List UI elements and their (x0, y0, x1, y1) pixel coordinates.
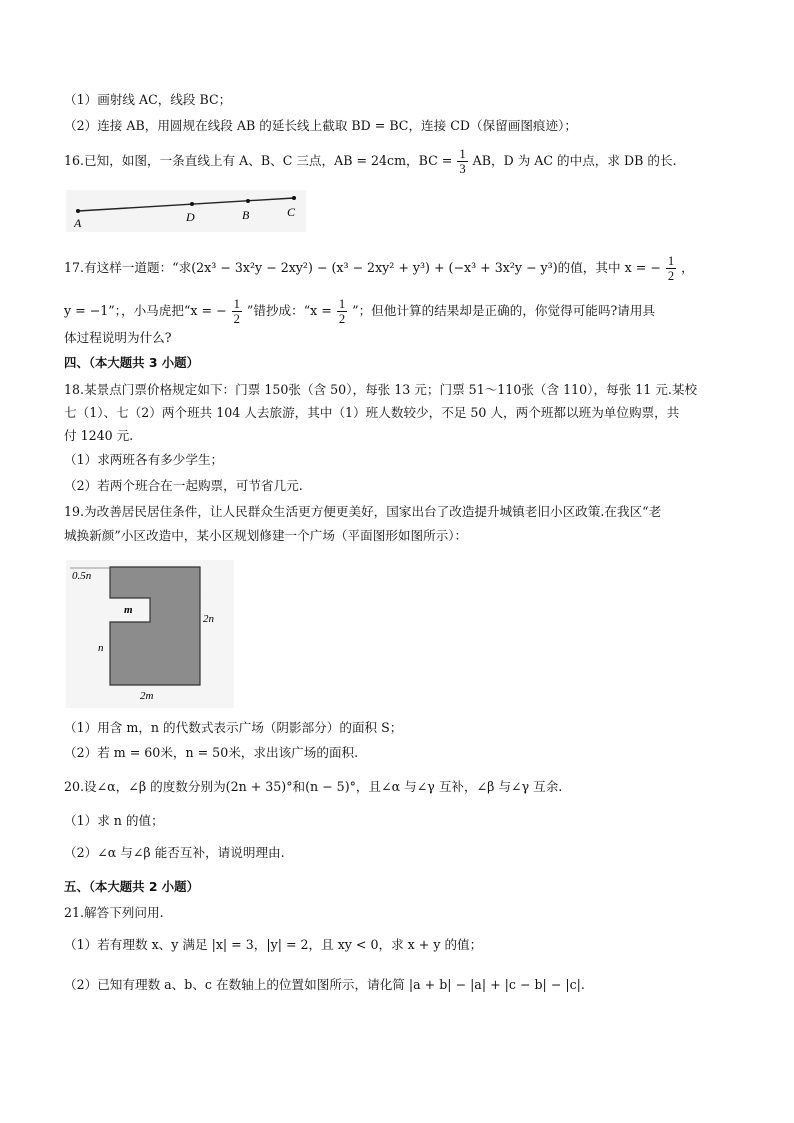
q20-part2: （2）∠α 与∠β 能否互补，请说明理由. (64, 845, 285, 860)
q18-part1: （1）求两班各有多少学生； (64, 452, 224, 467)
q19-plaza-figure (66, 560, 234, 708)
q17-frac1-den: 2 (667, 269, 675, 283)
q17-frac2-num: 1 (233, 297, 240, 311)
point-d (190, 202, 194, 206)
q19-part2: （2）若 m = 60米，n = 50米，求出该广场的面积. (64, 745, 359, 760)
point-c (292, 196, 296, 200)
label-bottom: 2m (140, 690, 154, 702)
q17-frac2 (232, 297, 242, 326)
label-a: A (74, 216, 82, 230)
q16-fraction (457, 147, 467, 176)
label-d: D (186, 210, 195, 224)
q18-part2: （2）若两个班合在一起购票，可节省几元. (64, 478, 303, 493)
label-right: 2n (203, 613, 214, 625)
q17-l1-text: 17.有这样一道题：“求(2x³ − 3x²y − 2xy²) − (x³ − 2xy² + y³) + (−x³ + 3x²y − y³)的值，其中 x = − (64, 260, 661, 275)
q17-frac1-num: 1 (667, 254, 675, 268)
q21-part1: （1）若有理数 x、y 满足 |x| = 3，|y| = 2，且 xy < 0，求 x + y 的值； (64, 937, 483, 952)
q15-part2: （2）连接 AB，用圆规在线段 AB 的延长线上截取 BD = BC，连接 CD（保留画图痕迹）； (64, 118, 578, 133)
q19-line1: 19.为改善居民居住条件，让人民群众生活更方便更美好，国家出台了改造提升城镇老旧小区政策.在我区“老 (64, 504, 662, 519)
q21-line1: 21.解答下列问用. (64, 905, 164, 920)
q18-line3: 付 1240 元. (64, 428, 134, 443)
q17-frac3-den: 2 (338, 312, 346, 326)
section-5-heading: 五、（本大题共 2 小题） (64, 879, 199, 894)
q17-frac2-den: 2 (233, 312, 240, 326)
q20-part1: （1）求 n 的值； (64, 813, 164, 828)
q17-frac1 (666, 254, 676, 283)
q17-line1 (64, 254, 694, 283)
plaza-shape (110, 567, 200, 685)
q17-l2-text-c: ”；但他计算的结果却是正确的，你觉得可能吗?请用具 (352, 303, 656, 318)
point-a (76, 209, 80, 213)
q17-line2 (64, 297, 655, 326)
q16-frac-num: 1 (459, 147, 466, 161)
q16-line-figure (66, 190, 306, 232)
q17-l1-tail: ， (681, 260, 694, 275)
point-b (246, 199, 250, 203)
q16-frac-den: 3 (459, 162, 466, 176)
q19-part1: （1）用含 m，n 的代数式表示广场（阴影部分）的面积 S； (64, 720, 403, 735)
q16-stem-a: 16.已知，如图，一条直线上有 A、B、C 三点，AB = 24cm，BC = (64, 153, 453, 168)
q16-stem (64, 147, 677, 176)
q15-part1: （1）画射线 AC，线段 BC； (64, 92, 232, 107)
section-4-heading: 四、（本大题共 3 小题） (64, 355, 199, 370)
q20-line1: 20.设∠α，∠β 的度数分别为(2n + 35)°和(n − 5)°，且∠α 与∠γ 互补，∠β 与∠γ 互余. (64, 779, 563, 794)
label-b: B (242, 208, 250, 222)
q18-line2: 七（1）、七（2）两个班共 104 人去旅游，其中（1）班人数较少，不足 50 人，两个班都以班为单位购票，共 (64, 405, 680, 420)
q16-stem-b: AB，D 为 AC 的中点，求 DB 的长. (472, 153, 677, 168)
q17-frac3-num: 1 (338, 297, 346, 311)
label-m: m (124, 604, 133, 616)
q21-part2: （2）已知有理数 a、b、c 在数轴上的位置如图所示，请化简 |a + b| − |a| + |c − b| − |c|. (64, 977, 585, 992)
q18-line1: 18.某景点门票价格规定如下：门票 150张（含 50），每张 13 元；门票 51～110张（含 110），每张 11 元.某校 (64, 382, 698, 397)
q17-line3: 体过程说明为什么? (64, 330, 172, 345)
q17-frac3 (337, 297, 347, 326)
q17-l2-text-a: y = −1”；，小马虎把“x = − (64, 303, 227, 318)
q17-l2-text-b: ”错抄成：“x = (246, 303, 332, 318)
label-left: n (98, 642, 104, 654)
label-c: C (287, 205, 296, 219)
q19-line2: 城换新颜”小区改造中，某小区规划修建一个广场（平面图形如图所示）： (64, 528, 468, 543)
label-top: 0.5n (72, 570, 92, 582)
